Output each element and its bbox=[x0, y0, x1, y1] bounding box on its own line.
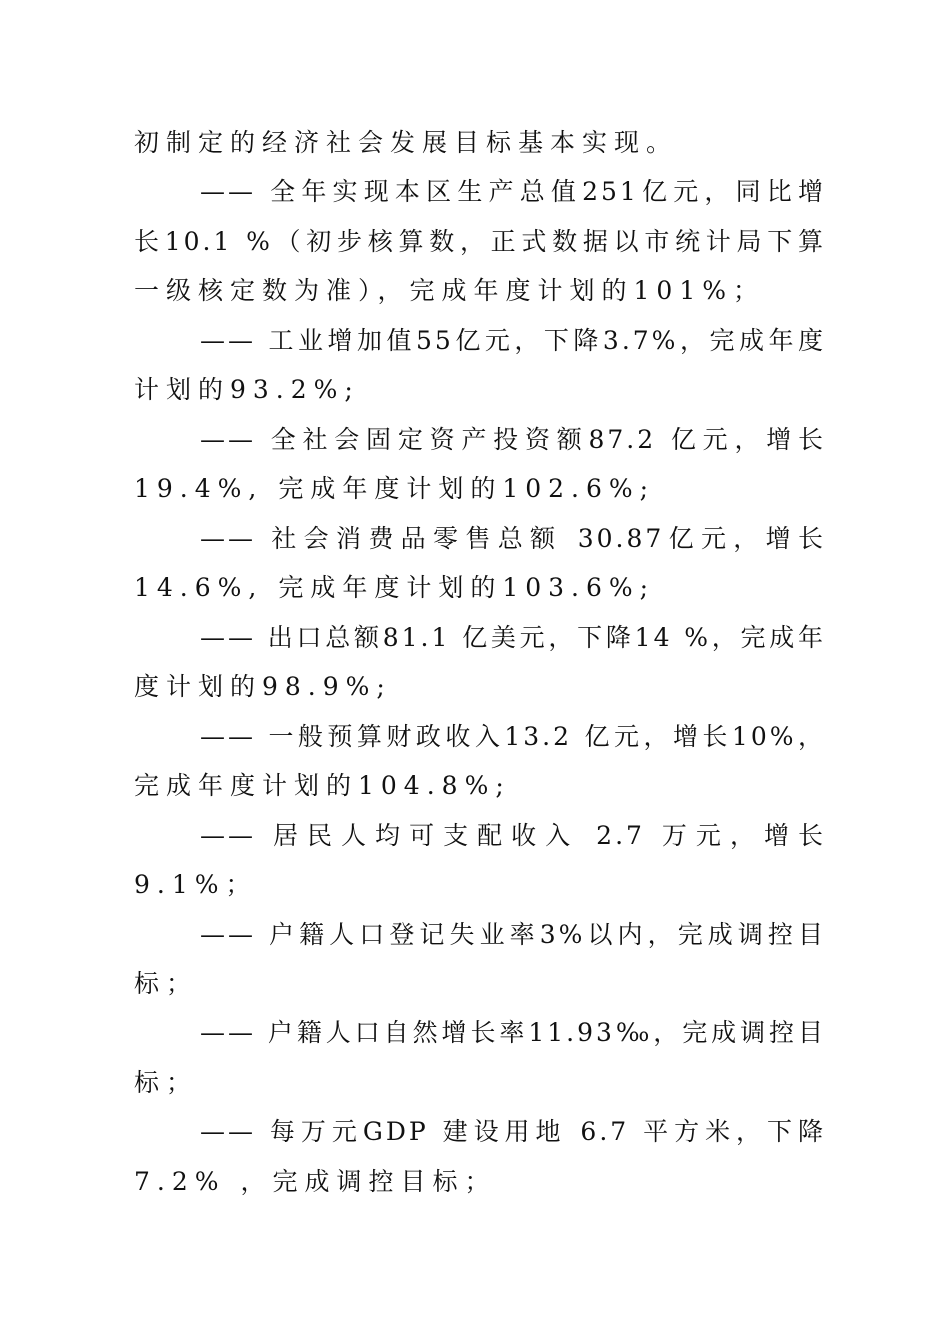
bullet-retail: —— 社会消费品零售总额 30.87亿元，增长 bbox=[200, 524, 826, 553]
bullet-industry: —— 工业增加值55亿元，下降3.7%，完成年度 bbox=[200, 326, 826, 355]
text-line: 19.4%, 完成年度计划的102.6%; bbox=[134, 474, 656, 503]
bullet-investment: —— 全社会固定资产投资额87.2 亿元，增长 bbox=[200, 425, 826, 454]
text-line: 度计划的98.9%; bbox=[134, 672, 392, 701]
text-line: 14.6%, 完成年度计划的103.6%; bbox=[134, 573, 656, 602]
bullet-gdp: —— 全年实现本区生产总值251亿元，同比增 bbox=[200, 177, 826, 206]
text-line: 一级核定数为准），完成年度计划的101%； bbox=[134, 276, 765, 305]
text-line: 7.2% ，完成调控目标； bbox=[134, 1167, 497, 1196]
text-line: 初制定的经济社会发展目标基本实现。 bbox=[134, 128, 679, 157]
text-line: 标； bbox=[134, 969, 199, 998]
text-line: 9.1%； bbox=[134, 870, 258, 899]
text-line: 长10.1 %（初步核算数，正式数据以市统计局下算 bbox=[134, 227, 826, 256]
bullet-land-use: —— 每万元GDP 建设用地 6.7 平方米，下降 bbox=[200, 1117, 826, 1146]
bullet-export: —— 出口总额81.1 亿美元，下降14 %，完成年 bbox=[200, 623, 826, 652]
bullet-revenue: —— 一般预算财政收入13.2 亿元，增长10%， bbox=[200, 722, 826, 751]
bullet-population: —— 户籍人口自然增长率11.93‰，完成调控目 bbox=[200, 1018, 826, 1047]
text-line: 计划的93.2%; bbox=[134, 375, 360, 404]
bullet-income: —— 居民人均可支配收入 2.7 万元，增长 bbox=[200, 821, 826, 850]
bullet-unemployment: —— 户籍人口登记失业率3%以内，完成调控目 bbox=[200, 920, 826, 949]
text-line: 标； bbox=[134, 1068, 199, 1097]
text-line: 完成年度计划的104.8%; bbox=[134, 771, 511, 800]
